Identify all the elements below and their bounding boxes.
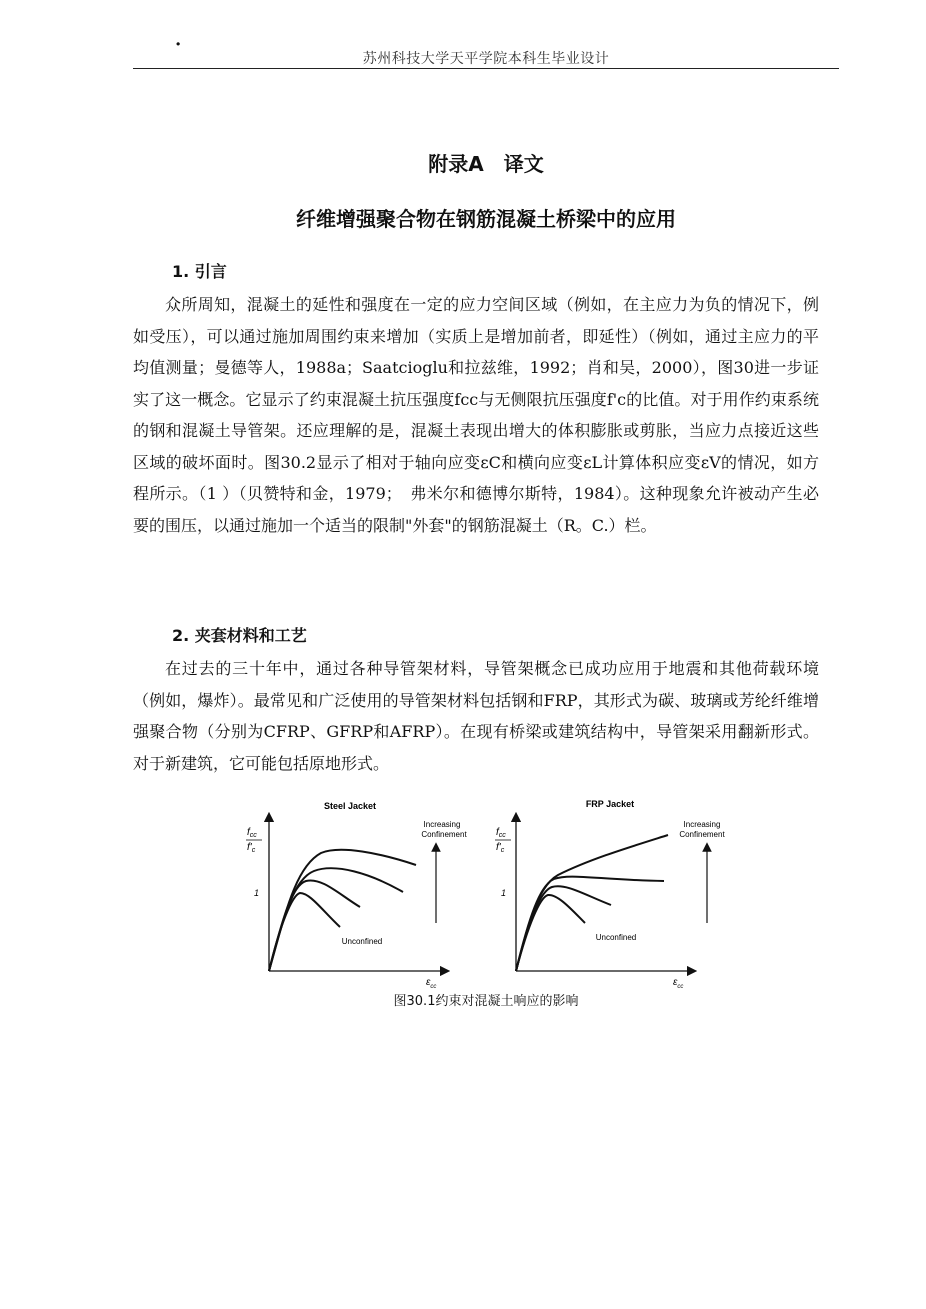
frp-arrow-label-2: Confinement (679, 830, 725, 839)
steel-arrow-label-1: Increasing (423, 820, 461, 829)
frp-arrow-label-1: Increasing (683, 820, 721, 829)
frp-x-label: $\varepsilon_{cc}$ (673, 977, 684, 990)
steel-y-label-bottom: $f'_c$ (247, 842, 256, 854)
steel-curve-unconfined (269, 893, 340, 971)
frp-y-tick: 1 (501, 888, 507, 898)
steel-y-label-top: $f_{cc}$ (247, 827, 257, 839)
frp-jacket-panel (495, 799, 725, 990)
frp-y-label-top: $f_{cc}$ (496, 827, 506, 839)
frp-unconfined-label: Unconfined (595, 933, 637, 942)
steel-curve-high (269, 850, 416, 971)
paragraph-jacket-materials: 在过去的三十年中，通过各种导管架材料，导管架概念已成功应用于地震和其他荷载环境（例如，爆炸）。最常见和广泛使用的导管架材料包括钢和FRP，其形式为碳、玻璃或芳纶纤维增强聚合物（分别为CFRP、GFRP和AFRP）。在现有桥梁或建筑结构中，导管架采用翻新形式。对于新建筑，它可能包括原地形式。 (133, 659, 819, 773)
steel-arrow-label-2: Confinement (421, 830, 467, 839)
header-dot: · (175, 34, 182, 55)
section-heading-jacket-materials: 2. 夹套材料和工艺 (172, 626, 307, 645)
frp-jacket-title: FRP Jacket (585, 799, 635, 809)
figure-caption: 图30.1约束对混凝土响应的影响 (393, 994, 579, 1009)
steel-y-tick: 1 (254, 888, 260, 898)
frp-curve-low (516, 886, 611, 971)
paper-title: 纤维增强聚合物在钢筋混凝土桥梁中的应用 (296, 207, 676, 231)
header-rule (133, 68, 839, 69)
frp-curve-mid (516, 877, 664, 971)
steel-x-label: $\varepsilon_{cc}$ (426, 977, 437, 990)
appendix-title: 附录A 译文 (428, 152, 544, 176)
steel-unconfined-label: Unconfined (341, 937, 383, 946)
frp-curve-unconfined (516, 895, 585, 971)
steel-curve-mid (269, 868, 403, 971)
steel-jacket-panel (246, 801, 467, 990)
section-heading-introduction: 1. 引言 (172, 262, 227, 281)
steel-jacket-title: Steel Jacket (323, 801, 377, 811)
confinement-figure (240, 795, 740, 995)
paragraph-introduction: 众所周知，混凝土的延性和强度在一定的应力空间区域（例如，在主应力为负的情况下，例如受压），可以通过施加周围约束来增加（实质上是增加前者，即延性）（例如，通过主应力的平均值测量；曼德等人，1988a；Saatcioglu和拉兹维，1992；肖和吴，2000），图30进一步证实了这一概念。它显示了约束混凝土抗压强度fcc与无侧限抗压强度f'c的比值。对于用作约束系统的钢和混凝土导管架。还应理解的是，混凝土表现出增大的体积膨胀或剪胀，当应力点接近这些区域的破坏面时。图30.2显示了相对于轴向应变εC和横向应变εL计算体积应变εV的情况，如方程所示。（1 ）（贝赞特和金，1979； 弗米尔和德博尔斯特，1984）。这种现象允许被动产生必要的围压，以通过施加一个适当的限制"外套"的钢筋混凝土（R。C.）栏。 (133, 295, 819, 535)
frp-y-label-bottom: $f'_c$ (496, 842, 505, 854)
page-header: 苏州科技大学天平学院本科生毕业设计 (362, 51, 610, 67)
